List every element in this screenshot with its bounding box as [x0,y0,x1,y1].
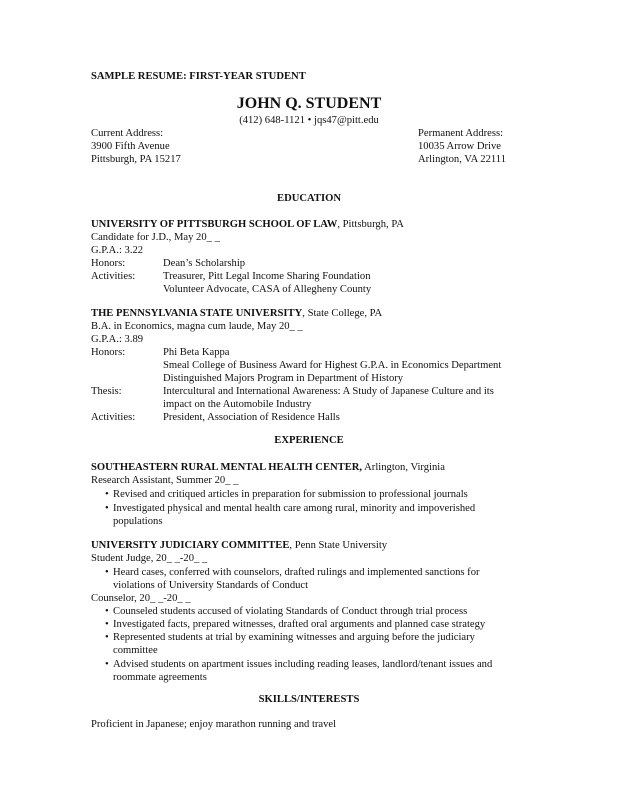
psu-activity-item: President, Association of Residence Halls [163,412,340,423]
psu-honors-item: Phi Beta Kappa [163,347,230,358]
psu-school-name: THE PENNSYLVANIA STATE UNIVERSITY [91,308,303,319]
psu-school-location: , State College, PA [302,308,383,319]
ujc-org-name: UNIVERSITY JUDICIARY COMMITTEE [91,540,290,551]
ujc-counselor-bullet-text: roommate agreements [113,672,207,683]
ujc-counselor-bullet-text: Counseled students accused of violating Standards of Conduct through trial process [113,606,468,617]
education-heading: EDUCATION [277,193,341,204]
bullet: • [105,489,109,500]
psu-degree: B.A. in Economics, magna cum laude, May 20_ _ [91,321,303,332]
srmhc-bullet-text: Investigated physical and mental health care among rural, minority and impoverished [113,503,476,514]
ujc-counselor-bullet-text: Advised students on apartment issues including reading leases, landlord/tenant issues and [113,659,493,670]
law-activities-label: Activities: [91,271,136,282]
ujc-role-judge: Student Judge, 20_ _-20_ _ [91,553,208,564]
law-school-location: , Pittsburgh, PA [337,219,404,230]
srmhc-org-line [91,461,445,474]
skills-heading: SKILLS/INTERESTS [258,694,360,705]
ujc-counselor-bullet-text: Represented students at trial by examining witnesses and arguing before the judiciary [113,632,475,643]
ujc-judge-bullet-text: Heard cases, conferred with counselors, drafted rulings and implemented sanctions for [113,567,480,578]
psu-activities-label: Activities: [91,412,136,423]
law-school-line [91,218,404,231]
bullet: • [105,619,109,630]
current-address-street: 3900 Fifth Avenue [91,141,170,152]
srmhc-location: Arlington, Virginia [362,462,445,473]
law-honors-item: Dean’s Scholarship [163,258,246,269]
law-school-name: UNIVERSITY OF PITTSBURGH SCHOOL OF LAW [91,219,338,230]
psu-thesis-line: impact on the Automobile Industry [163,399,312,410]
srmhc-org-name: SOUTHEASTERN RURAL MENTAL HEALTH CENTER, [91,462,363,473]
bullet: • [105,606,109,617]
psu-honors-item: Distinguished Majors Program in Department of History [163,373,404,384]
psu-thesis-line: Intercultural and International Awareness: A Study of Japanese Culture and its [163,386,494,397]
psu-honors-label: Honors: [91,347,126,358]
ujc-location: , Penn State University [289,540,388,551]
srmhc-role: Research Assistant, Summer 20_ _ [91,475,239,486]
srmhc-bullet-text: populations [113,516,163,527]
law-honors-label: Honors: [91,258,126,269]
document-title: SAMPLE RESUME: FIRST-YEAR STUDENT [91,71,306,82]
experience-heading: EXPERIENCE [274,435,344,446]
law-activity-item: Treasurer, Pitt Legal Income Sharing Foundation [163,271,371,282]
law-degree: Candidate for J.D., May 20_ _ [91,232,220,243]
psu-school-line [91,307,382,320]
permanent-address-label: Permanent Address: [418,128,504,139]
skills-text: Proficient in Japanese; enjoy marathon running and travel [91,719,337,730]
permanent-address-street: 10035 Arrow Drive [418,141,501,152]
psu-gpa: G.P.A.: 3.89 [91,334,144,345]
contact-line: (412) 648-1121 • jqs47@pitt.edu [239,115,379,126]
law-activity-item: Volunteer Advocate, CASA of Allegheny County [163,284,372,295]
ujc-counselor-bullet-text: Investigated facts, prepared witnesses, drafted oral arguments and planned case strategy [113,619,486,630]
bullet: • [105,632,109,643]
bullet: • [105,659,109,670]
permanent-address-city: Arlington, VA 22111 [418,154,506,165]
current-address-city: Pittsburgh, PA 15217 [91,154,181,165]
psu-thesis-label: Thesis: [91,386,122,397]
ujc-judge-bullet-text: violations of University Standards of Conduct [113,580,309,591]
law-gpa: G.P.A.: 3.22 [91,245,144,256]
bullet: • [105,503,109,514]
candidate-name: JOHN Q. STUDENT [236,95,382,112]
bullet: • [105,567,109,578]
current-address-label: Current Address: [91,128,164,139]
psu-honors-item: Smeal College of Business Award for Highest G.P.A. in Economics Department [163,360,502,371]
ujc-counselor-bullet-text: committee [113,645,158,656]
ujc-org-line [91,539,387,552]
ujc-role-counselor: Counselor, 20_ _-20_ _ [91,593,191,604]
srmhc-bullet-text: Revised and critiqued articles in preparation for submission to professional journals [113,489,468,500]
